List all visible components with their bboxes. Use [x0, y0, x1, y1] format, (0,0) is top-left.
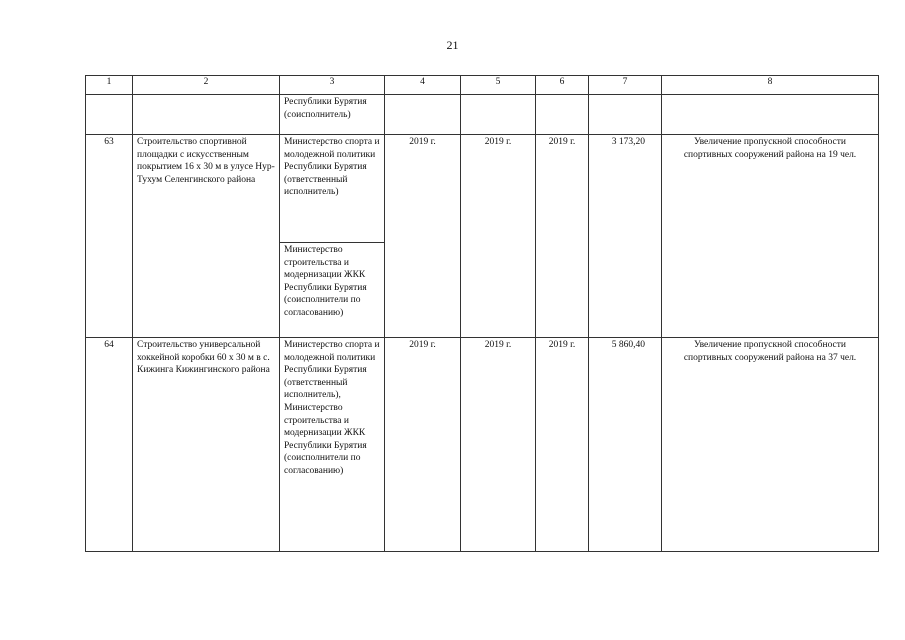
- end-year: 2019 г.: [461, 338, 536, 552]
- amount: 5 860,40: [589, 338, 662, 552]
- column-header: 8: [662, 76, 879, 95]
- column-header: 3: [280, 76, 385, 95]
- program-table: [85, 75, 879, 552]
- executors-cell: Министерство спорта и молодежной политики Республики Бурятия (ответственный исполнитель), Министерство строительства и модернизации ЖКК Республики Бурятия (соисполнители по согласованию): [280, 338, 385, 552]
- amount: 3 173,20: [589, 135, 662, 338]
- end-year: 2019 г.: [461, 135, 536, 338]
- page-number: 21: [446, 38, 459, 52]
- column-header: 6: [536, 76, 589, 95]
- row-number: 64: [86, 338, 133, 552]
- commission-year: 2019 г.: [536, 135, 589, 338]
- expected-result: Увеличение пропускной способности спортивных сооружений района на 37 чел.: [662, 338, 879, 552]
- column-header: 5: [461, 76, 536, 95]
- continuation-executor: Республики Бурятия (соисполнитель): [280, 95, 385, 135]
- column-header: 1: [86, 76, 133, 95]
- co-executor: Министерство строительства и модернизации ЖКК Республики Бурятия (соисполнители по согласованию): [280, 242, 384, 322]
- executors-cell: [280, 135, 385, 338]
- header-row: [86, 76, 879, 95]
- table-row: [86, 135, 879, 338]
- expected-result: Увеличение пропускной способности спортивных сооружений района на 19 чел.: [662, 135, 879, 338]
- column-header: 7: [589, 76, 662, 95]
- commission-year: 2019 г.: [536, 338, 589, 552]
- start-year: 2019 г.: [385, 135, 461, 338]
- row-number: 63: [86, 135, 133, 338]
- table-row: [86, 338, 879, 552]
- project-name: Строительство спортивной площадки с искусственным покрытием 16 х 30 м в улусе Нур-Тухум Селенгинского района: [133, 135, 280, 338]
- responsible-executor: Министерство спорта и молодежной политики Республики Бурятия (ответственный исполнитель): [284, 137, 380, 198]
- project-name: Строительство универсальной хоккейной коробки 60 х 30 м в с. Кижинга Кижингинского района: [133, 338, 280, 552]
- column-header: 2: [133, 76, 280, 95]
- column-header: 4: [385, 76, 461, 95]
- start-year: 2019 г.: [385, 338, 461, 552]
- continuation-row: [86, 95, 879, 135]
